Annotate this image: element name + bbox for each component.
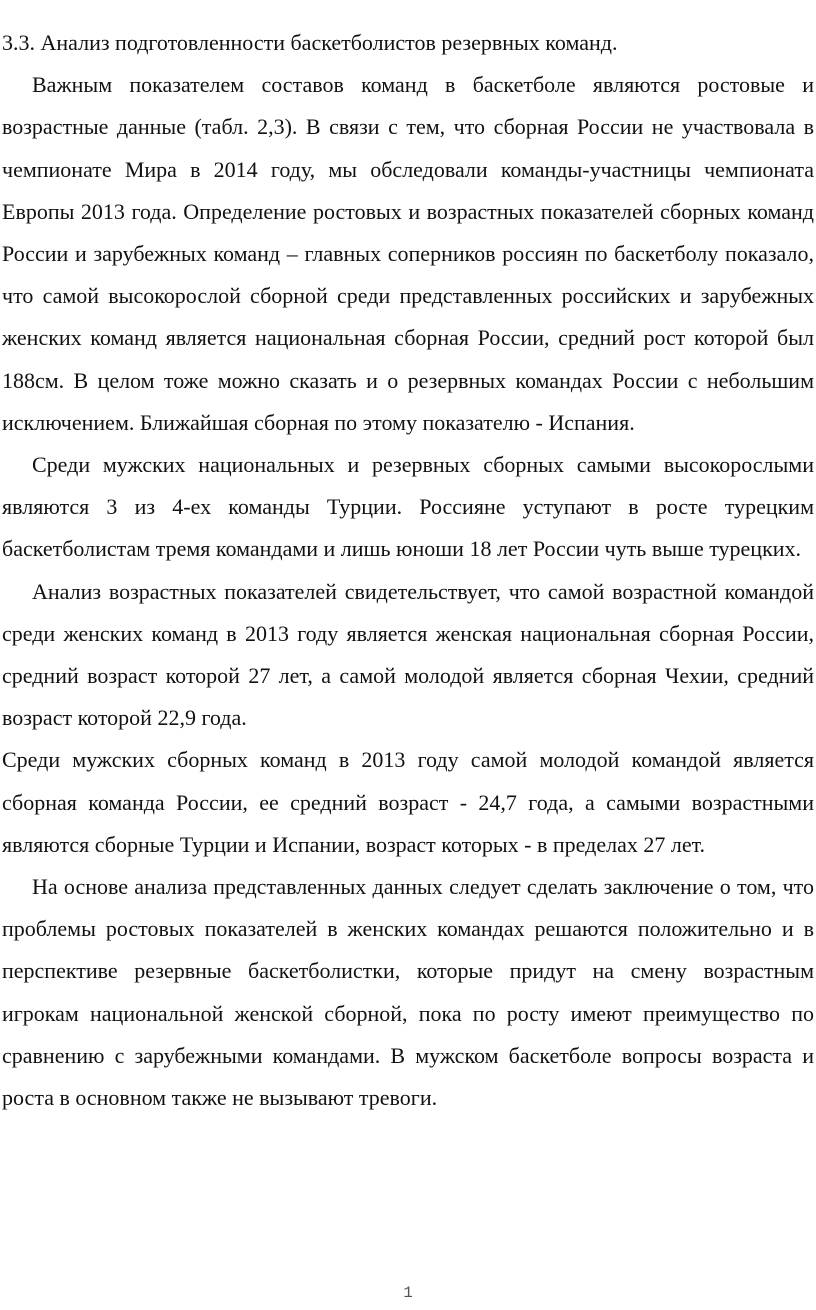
- page-number: 1: [403, 1284, 413, 1302]
- paragraph-women-age: Анализ возрастных показателей свидетельствует, что самой возрастной командой среди женских команд в 2013 году является женская национальная сборная России, средний возраст которой 27 лет, а самой молодой является сборная Чехии, средний возраст которой 22,9 года.: [2, 578, 814, 731]
- section-heading: 3.3. Анализ подготовленности баскетболистов резервных команд.: [2, 30, 618, 55]
- paragraph-men-age: Среди мужских сборных команд в 2013 году самой молодой командой является сборная команда России, ее средний возраст - 24,7 года, а самыми возрастными являются сборные Турции и Испании, возраст которых - в пределах 27 лет.: [2, 747, 814, 857]
- paragraph-conclusion: На основе анализа представленных данных следует сделать заключение о том, что проблемы ростовых показателей в женских командах решаются положительно и в перспективе резервные баскетболистки, которые придут на смену возрастным игрокам национальной женской сборной, пока по росту имеют преимущество по сравнению с зарубежными командами. В мужском баскетболе вопросы возраста и роста в основном также не вызывают тревоги.: [2, 874, 814, 1111]
- paragraph-height-age-overview: Важным показателем составов команд в баскетболе являются ростовые и возрастные данные (табл. 2,3). В связи с тем, что сборная России не участвовала в чемпионате Мира в 2014 году, мы обследовали команды-участницы чемпионата Европы 2013 года. Определение ростовых и возрастных показателей сборных команд России и зарубежных команд – главных соперников россиян по баскетболу показало, что самой высокорослой сборной среди представленных российских и зарубежных женских команд является национальная сборная России, средний рост которой был 188см. В целом тоже можно сказать и о резервных командах России с небольшим исключением. Ближайшая сборная по этому показателю - Испания.: [2, 72, 814, 435]
- document-body: [2, 22, 814, 1119]
- paragraph-men-height: Среди мужских национальных и резервных сборных самыми высокорослыми являются 3 из 4-ех команды Турции. Россияне уступают в росте турецким баскетболистам тремя командами и лишь юноши 18 лет России чуть выше турецких.: [2, 452, 814, 562]
